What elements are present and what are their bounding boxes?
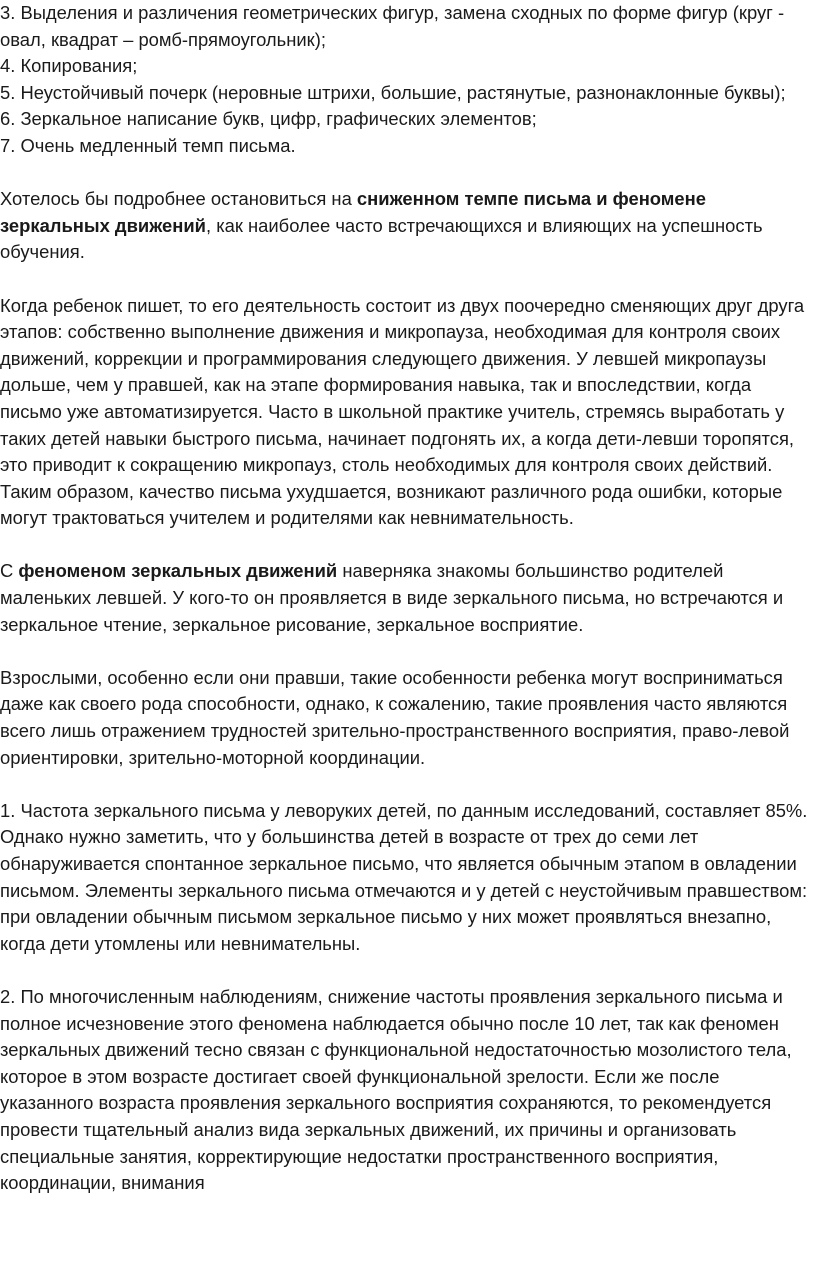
focus-paragraph-intro: Хотелось бы подробнее остановиться на bbox=[0, 188, 357, 210]
paragraph-spacer bbox=[0, 957, 812, 984]
mirror-paragraph-emphasis: феноменом зеркальных движений bbox=[18, 560, 338, 582]
list-item-text: 3. Выделения и различения геометрических фигур, замена сходных по форме фигур (круг - овал, квадрат – ромб-прямоугольник); bbox=[0, 2, 785, 50]
mirror-paragraph bbox=[0, 558, 812, 638]
list-item bbox=[0, 53, 812, 80]
paragraph-spacer bbox=[0, 532, 812, 559]
adults-paragraph: Взрослыми, особенно если они правши, такие особенности ребенка могут восприниматься даже как своего рода способности, однако, к сожалению, такие проявления часто являются всего лишь отражением трудностей зрительно-пространственного восприятия, право-левой ориентировки, зрительно-моторной координации. bbox=[0, 666, 790, 768]
paragraph-spacer bbox=[0, 160, 812, 187]
list-item-text: 5. Неустойчивый почерк (неровные штрихи, большие, растянутые, разнонаклонные буквы); bbox=[0, 81, 786, 103]
list-item-text: 6. Зеркальное написание букв, цифр, графических элементов; bbox=[0, 108, 537, 130]
list-item bbox=[0, 80, 812, 107]
list-item bbox=[0, 133, 812, 160]
paragraph-spacer bbox=[0, 266, 812, 293]
mirror-paragraph-rest: наверняка знакомы большинство родителей маленьких левшей. У кого-то он проявляется в виде зеркального письма, но встречаются и зеркальное чтение, зеркальное рисование, зеркальное восприятие. bbox=[0, 560, 784, 635]
point-1-paragraph: 1. Частота зеркального письма у леворуких детей, по данным исследований, составляет 85%. Однако нужно заметить, что у большинства детей в возрасте от трех до семи лет обнаруживается спонтанное зеркальное письмо, что является обычным этапом в овладении письмом. Элементы зеркального письма отмечаются и у детей с неустойчивым правшеством: при овладении обычным письмом зеркальное письмо у них может проявляться внезапно, когда дети утомлены или невнимательны. bbox=[0, 799, 808, 954]
difficulties-list bbox=[0, 0, 812, 160]
focus-paragraph-emphasis: сниженном темпе письма и феномене зеркальных движений bbox=[0, 188, 706, 236]
paragraph-spacer bbox=[0, 771, 812, 798]
list-item-text: 4. Копирования; bbox=[0, 55, 138, 77]
mirror-paragraph-intro: С bbox=[0, 560, 19, 582]
tempo-paragraph: Когда ребенок пишет, то его деятельность состоит из двух поочередно сменяющих друг друга этапов: собственно выполнение движения и микропауза, необходимая для контроля своих движений, коррекции и программирования следующего движения. У левшей микропаузы дольше, чем у правшей, как на этапе формирования навыка, так и впоследствии, когда письмо уже автоматизируется. Часто в школьной практике учитель, стремясь выработать у таких детей навыки быстрого письма, начинает подгонять их, а когда дети-левши торопятся, это приводит к сокращению микропауз, столь необходимых для контроля своих действий. Таким образом, качество письма ухудшается, возникают различного рода ошибки, которые могут трактоваться учителем и родителями как невнимательность. bbox=[0, 294, 805, 529]
list-item-text: 7. Очень медленный темп письма. bbox=[0, 134, 296, 156]
focus-paragraph bbox=[0, 186, 812, 266]
point-2-paragraph: 2. По многочисленным наблюдениям, снижение частоты проявления зеркального письма и полное исчезновение этого феномена наблюдается обычно после 10 лет, так как феномен зеркальных движений тесно связан с функциональной недостаточностью мозолистого тела, которое в этом возрасте достигает своей функциональной зрелости. Если же после указанного возраста проявления зеркального восприятия сохраняются, то рекомендуется провести тщательный анализ вида зеркальных движений, их причины и организовать специальные занятия, корректирующие недостатки пространственного восприятия, координации, внимания bbox=[0, 985, 792, 1194]
list-item bbox=[0, 0, 812, 53]
paragraph-spacer bbox=[0, 638, 812, 665]
list-item bbox=[0, 106, 812, 133]
focus-paragraph-rest: , как наиболее часто встречающихся и влияющих на успешность обучения. bbox=[0, 214, 763, 263]
